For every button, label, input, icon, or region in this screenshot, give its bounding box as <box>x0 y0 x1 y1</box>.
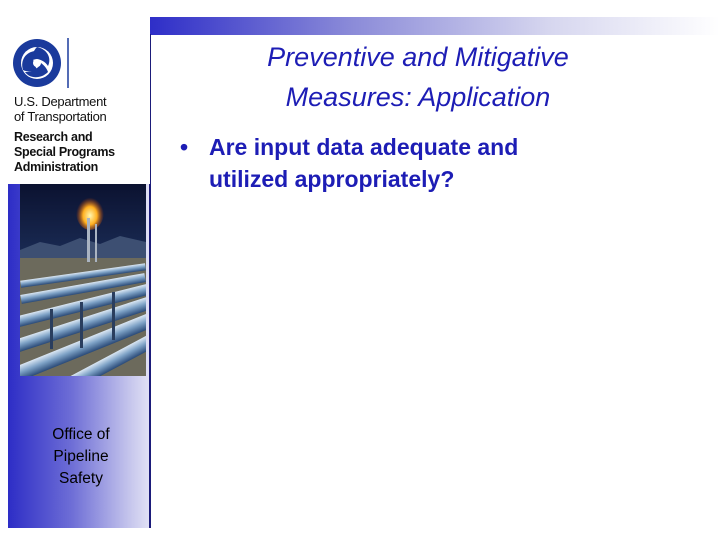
office-label-line: Pipeline <box>53 448 109 465</box>
administration-name-line: Administration <box>14 160 98 174</box>
slide-title-line: Measures: Application <box>285 82 551 112</box>
agency-name-line: of Transportation <box>14 109 107 124</box>
administration-name-line: Special Programs <box>14 145 115 159</box>
bullet-list <box>180 131 700 195</box>
agency-logo-panel <box>8 34 150 184</box>
bullet-text-line: utilized appropriately? <box>209 166 455 192</box>
office-label <box>34 424 128 490</box>
office-label-line: Safety <box>59 470 103 487</box>
slide-title <box>188 37 648 117</box>
bullet-marker: • <box>180 134 189 160</box>
agency-name-line: U.S. Department <box>14 94 107 109</box>
agency-name <box>14 94 152 124</box>
pipeline-photo <box>20 184 146 376</box>
dot-logo-icon <box>10 36 70 90</box>
slide-title-line: Preventive and Mitigative <box>267 42 569 72</box>
administration-name <box>14 130 152 175</box>
bullet-text-line: Are input data adequate and <box>209 134 519 160</box>
bullet-item <box>180 131 700 195</box>
administration-name-line: Research and <box>14 130 93 144</box>
top-gradient-bar <box>150 17 720 35</box>
office-label-line: Office of <box>52 426 110 443</box>
